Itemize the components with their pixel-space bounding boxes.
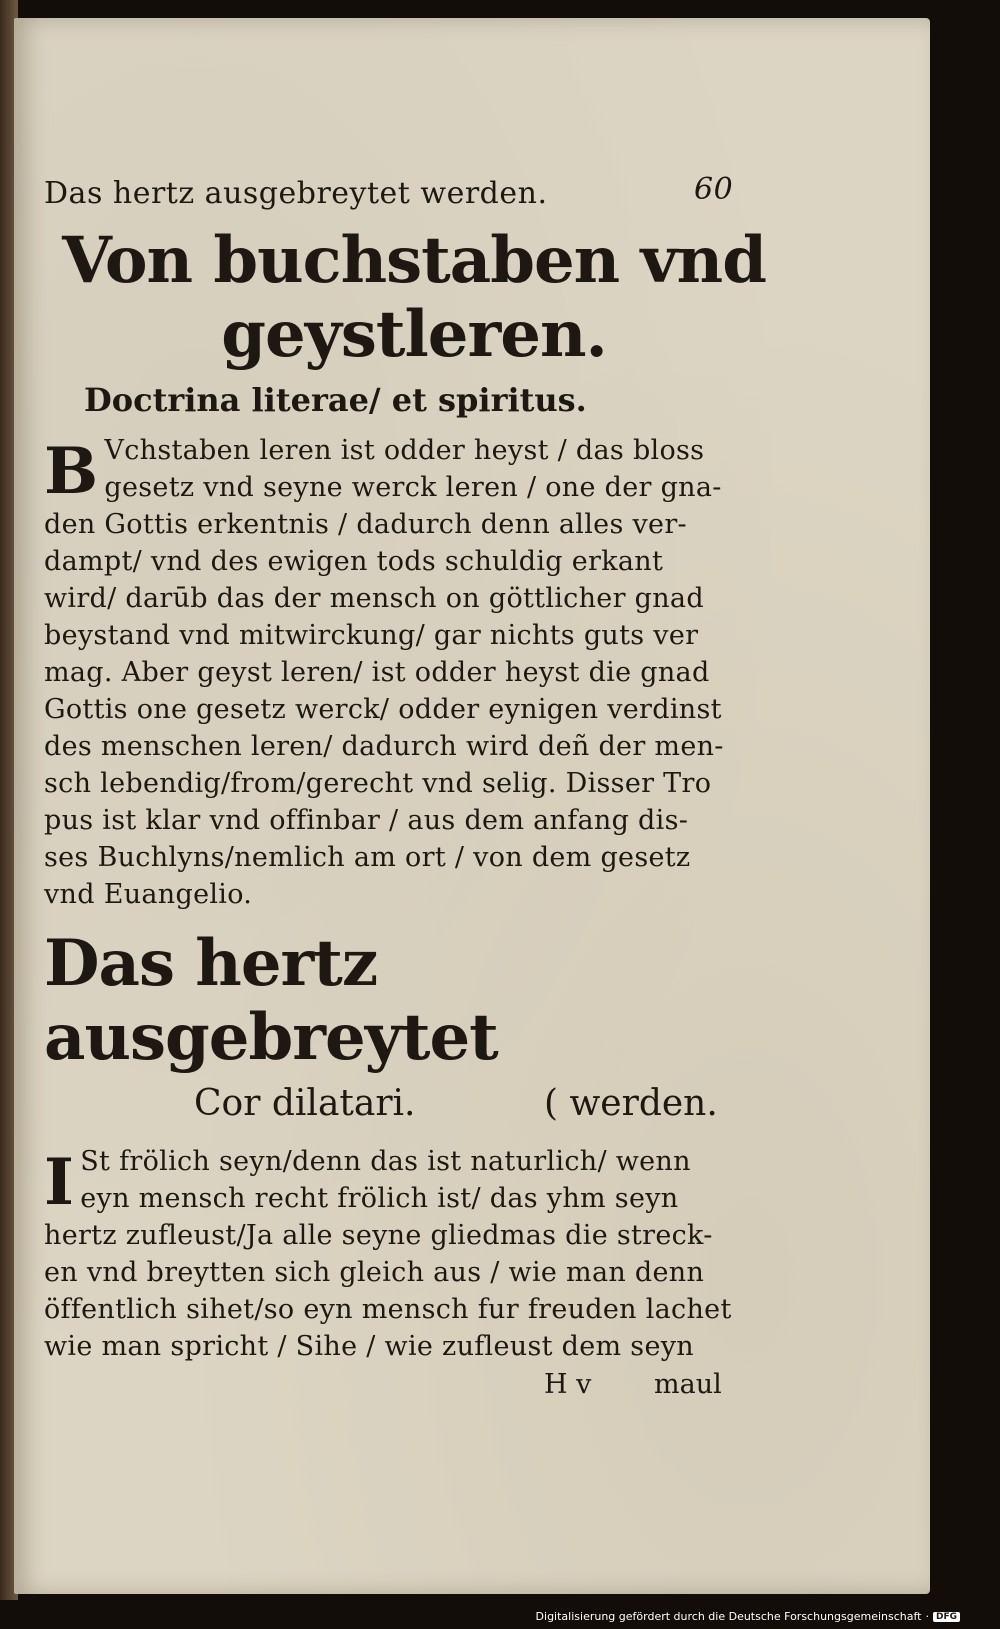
section1-line: mag. Aber geyst leren/ ist odder heyst die gnad <box>44 657 710 688</box>
section2-heading: Das hertz ausgebreytet <box>44 926 498 1075</box>
section1-heading-line1: Von buchstaben vnd <box>62 223 766 298</box>
section1-line: gesetz vnd seyne werck leren / one der gna- <box>104 472 722 503</box>
section2-line: öffentlich sihet/so eyn mensch fur freuden lachet <box>44 1294 732 1325</box>
section1-line: wird/ darūb das der mensch on göttlicher gnad <box>44 583 704 614</box>
footer-credit: Digitalisierung gefördert durch die Deutsche Forschungsgemeinschaft · DFG <box>536 1610 960 1623</box>
section2-latin-title: Cor dilatari. <box>194 1083 416 1124</box>
section2-line: St frölich seyn/denn das ist naturlich/ wenn <box>80 1146 691 1177</box>
section2-line: eyn mensch recht frölich ist/ das yhm seyn <box>80 1183 679 1214</box>
section1-line: pus ist klar vnd offinbar / aus dem anfang dis- <box>44 805 689 836</box>
catchword-row <box>44 1369 784 1409</box>
section1-line: Gottis one gesetz werck/ odder eynigen verdinst <box>44 694 722 725</box>
section1-dropcap: B <box>44 434 99 509</box>
section2-latin-row <box>44 1075 784 1133</box>
book-page <box>14 18 930 1594</box>
catchword: maul <box>654 1369 722 1400</box>
section1-line: dampt/ vnd des ewigen tods schuldig erkant <box>44 546 664 577</box>
section2-line: hertz zufleust/Ja alle seyne gliedmas die streck- <box>44 1220 713 1251</box>
section2-paragraph <box>44 1143 784 1365</box>
section1-line: des menschen leren/ dadurch wird deñ der men- <box>44 731 724 762</box>
running-head-title: Das hertz ausgebreytet werden. <box>44 176 548 211</box>
section1-line: den Gottis erkentnis / dadurch denn alles ver- <box>44 509 687 540</box>
section1-line: ses Buchlyns/nemlich am ort / von dem gesetz <box>44 842 691 873</box>
section1-line: beystand vnd mitwirckung/ gar nichts guts ver <box>44 620 699 651</box>
section2-line: wie man spricht / Sihe / wie zufleust dem seyn <box>44 1331 694 1362</box>
section1-line: sch lebendig/from/gerecht vnd selig. Disser Tro <box>44 768 712 799</box>
text-block <box>44 168 784 1409</box>
section1-latin-title: Doctrina literae/ et spiritus. <box>84 381 587 419</box>
section2-heading-continuation: ( werden. <box>544 1083 718 1124</box>
section1-heading-line2: geystleren. <box>221 297 607 372</box>
footer-text: Digitalisierung gefördert durch die Deutsche Forschungsgemeinschaft <box>535 1610 922 1623</box>
section1-paragraph <box>44 432 784 913</box>
section2-line: en vnd breytten sich gleich aus / wie man denn <box>44 1257 705 1288</box>
page-number: 60 <box>694 172 734 207</box>
section1-line: vnd Euangelio. <box>44 879 253 910</box>
section1-line: Vchstaben leren ist odder heyst / das bloss <box>104 435 705 466</box>
running-head <box>44 168 784 224</box>
section2-dropcap: I <box>44 1145 75 1220</box>
dfg-logo: DFG <box>933 1612 960 1622</box>
signature-mark: H v <box>544 1369 592 1400</box>
